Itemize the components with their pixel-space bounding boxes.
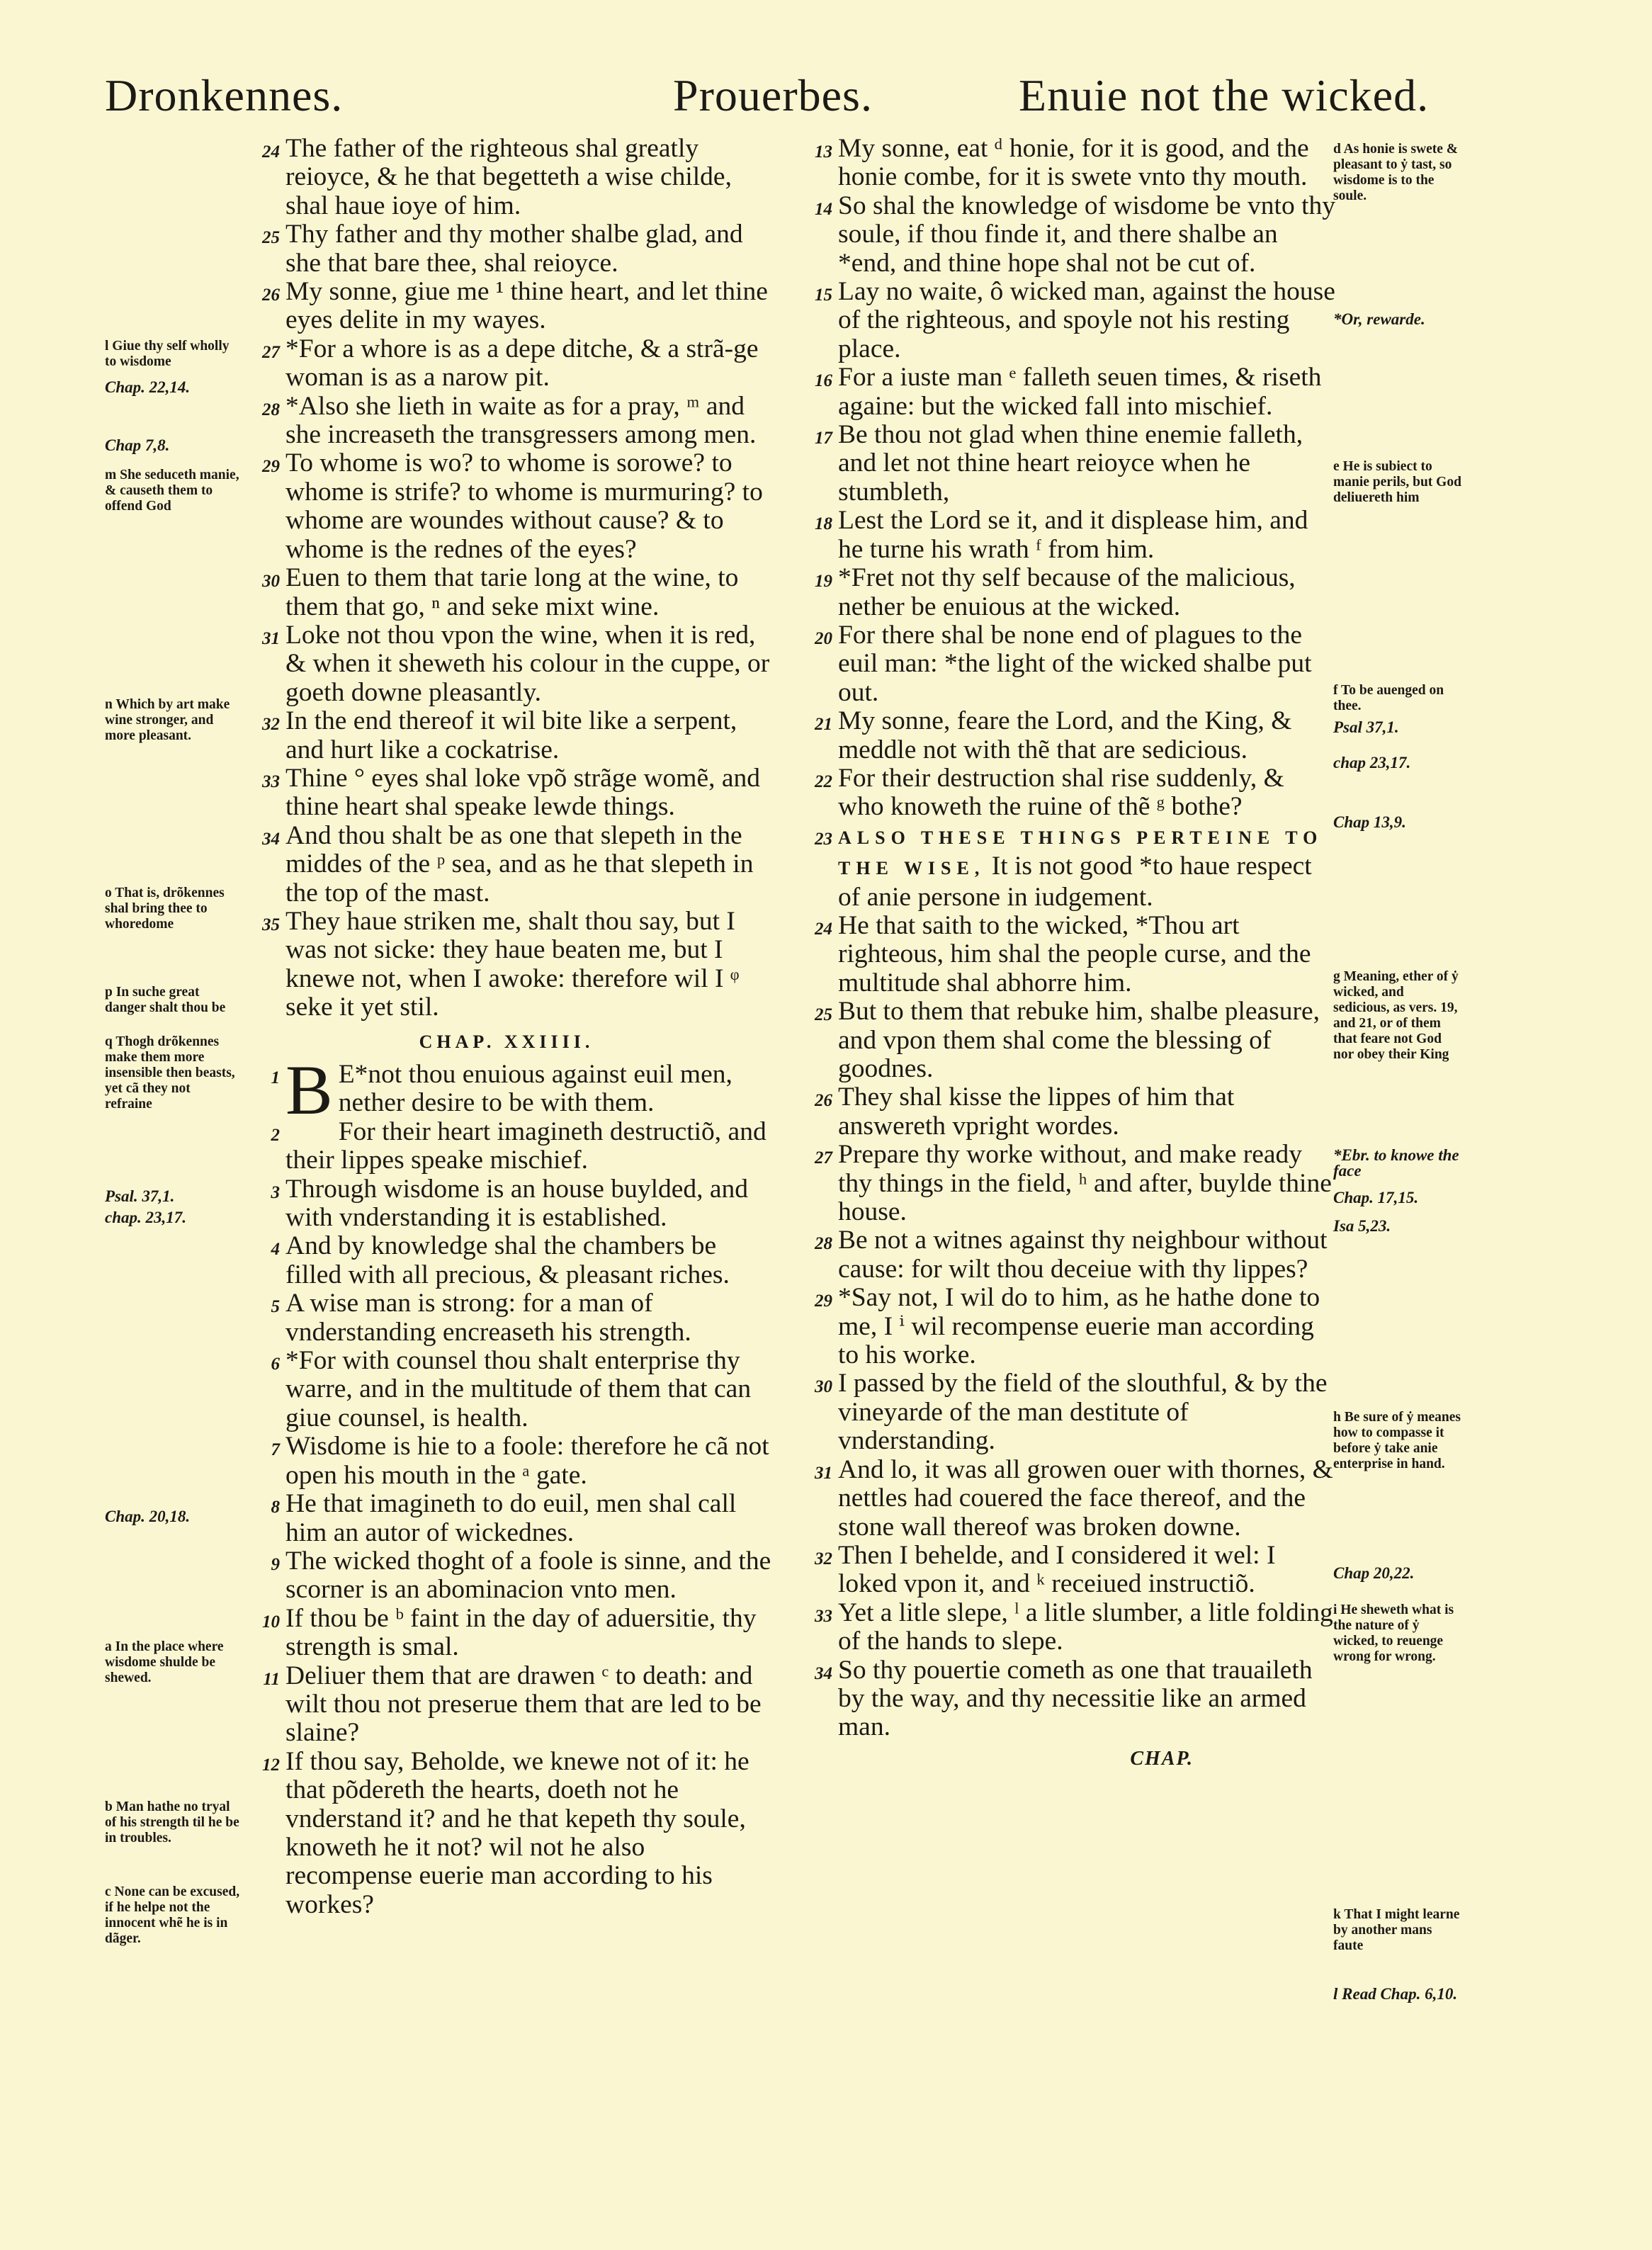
verse-text: *For with counsel thou shalt enterprise thy warre, and in the multitude of them that can giue counsel, is health. (285, 1346, 752, 1432)
verse (790, 764, 1335, 822)
verse (790, 1599, 1335, 1656)
margin-note: m She seduceth manie, & causeth them to offend God (105, 468, 239, 514)
verse-text: So thy pouertie cometh as one that trauaileth by the way, and thy necessitie like an armed man. (838, 1655, 1313, 1742)
verse-text: If thou say, Beholde, we knewe not of it: he that põdereth the hearts, doeth not he vnderstand it? and he that kepeth thy soule, knoweth he it not? wil not he also recompense euerie man according to his workes? (285, 1746, 749, 1919)
verse (237, 1662, 776, 1748)
verse-number: 7 (271, 1440, 280, 1460)
verse-number: 28 (815, 1234, 832, 1254)
verse-number: 23 (815, 829, 832, 849)
verse (237, 335, 776, 392)
margin-ref: Psal. 37,1. (105, 1187, 175, 1205)
verse-number: 30 (815, 1377, 832, 1397)
verse-number: 31 (262, 628, 280, 648)
verse-text: In the end thereof it wil bite like a serpent, and hurt like a cockatrise. (285, 706, 737, 764)
verse-text: My sonne, giue me ¹ thine heart, and let thine eyes delite in my wayes. (285, 277, 768, 335)
left-column (237, 135, 776, 1919)
verse (237, 1051, 776, 1129)
verse (790, 1542, 1335, 1599)
verse-text: *For a whore is as a depe ditche, & a strã-ge woman is as a narow pit. (285, 334, 759, 392)
verse-text: The father of the righteous shal greatly reioyce, & he that begetteth a wise childe, shal haue ioye of him. (285, 134, 732, 220)
verse-number: 35 (262, 915, 280, 934)
verse-text: Be not a witnes against thy neighbour without cause: for wilt thou deceiue with thy lippes? (838, 1226, 1328, 1284)
verse-text: And thou shalt be as one that slepeth in the middes of the ᵖ sea, and as he that slepeth in the top of the mast. (285, 820, 754, 908)
verse (237, 1605, 776, 1662)
verse (790, 707, 1335, 764)
right-column (790, 135, 1335, 1773)
verse-text: Loke not thou vpon the wine, when it is red, & when it sheweth his colour in the cuppe, or goeth downe pleasantly. (285, 620, 770, 707)
verse-text: Deliuer them that are drawen ᶜ to death: and wilt thou not preserue them that are led to be slaine? (285, 1661, 762, 1748)
verse-number: 27 (815, 1148, 832, 1168)
verse-number: 25 (262, 228, 280, 248)
verse-text (838, 822, 1335, 912)
verse (790, 1369, 1335, 1455)
verse-number: 14 (815, 199, 832, 219)
verse-number: 29 (815, 1291, 832, 1311)
verse-text: He that saith to the wicked, *Thou art righteous, him shal the people curse, and the multitude shal abhorre him. (838, 910, 1311, 997)
margin-ref: chap. 23,17. (105, 1209, 186, 1226)
verse-text: For their heart imagineth destructiõ, and their lippes speake mischief. (285, 1116, 766, 1175)
verse-number: 25 (815, 1005, 832, 1025)
verse-text: Be thou not glad when thine enemie falleth, and let not thine heart reioyce when he stumbleth, (838, 420, 1303, 507)
verse-number: 34 (262, 829, 280, 849)
verse (237, 707, 776, 764)
verse (237, 1232, 776, 1289)
verse (237, 449, 776, 564)
margin-ref: *Ebr. to knowe the face (1333, 1146, 1459, 1180)
verse-text: To whome is wo? to whome is sorowe? to whome is strife? to whome is murmuring? to whome are woundes without cause? & to whome is the rednes of the eyes? (285, 448, 763, 564)
margin-ref: Isa 5,23. (1333, 1217, 1391, 1235)
verse-number: 1 (271, 1068, 280, 1087)
verse (237, 564, 776, 621)
margin-note: i He sheweth what is the nature of ẏ wicked, to reuenge wrong for wrong. (1333, 1602, 1454, 1664)
verse-number: 31 (815, 1463, 832, 1483)
verse-text: I passed by the field of the slouthful, & by the vineyarde of the man destitute of vnderstanding. (838, 1369, 1328, 1456)
verse (790, 1284, 1335, 1369)
verse-text: But to them that rebuke him, shalbe pleasure, and vpon them shal come the blessing of goodnes. (838, 997, 1320, 1083)
verse-number: 4 (271, 1240, 280, 1260)
verse-number: 26 (262, 286, 280, 305)
verse (237, 908, 776, 1022)
chapter-heading: CHAP. XXIIII. (419, 1031, 594, 1052)
verse (790, 421, 1335, 507)
verse-text: The wicked thoght of a foole is sinne, and the scorner is an abominacion vnto men. (285, 1546, 771, 1605)
verse-text: My sonne, feare the Lord, and the King, & meddle not with thẽ that are sedicious. (838, 706, 1292, 764)
verse (790, 1456, 1335, 1542)
verse-number: 19 (815, 572, 832, 592)
verse (237, 278, 776, 335)
verse (237, 392, 776, 450)
verse-text: Thine ° eyes shal loke vpõ strãge womẽ, and thine heart shal speake lewde things. (285, 763, 761, 822)
verse-number: 15 (815, 286, 832, 305)
verse (790, 1141, 1335, 1226)
verse-number: 24 (815, 919, 832, 939)
verse-number: 33 (262, 771, 280, 791)
verse-text: For their destruction shal rise suddenly, & who knoweth the ruine of thẽ ᵍ bothe? (838, 763, 1284, 822)
verse-number: 6 (271, 1355, 280, 1374)
verse-text: A wise man is strong: for a man of vnderstanding encreaseth his strength. (285, 1289, 691, 1347)
verse-text: So shal the knowledge of wisdome be vnto thy soule, if thou finde it, and there shalbe an *end, and thine hope shal not be cut of. (838, 191, 1335, 278)
verse-number: 21 (815, 715, 832, 735)
verse (790, 135, 1335, 192)
verse (790, 1226, 1335, 1284)
verse-23-caps: ALSO THESE THINGS PERTEINE TO THE WISE, (838, 827, 1323, 879)
verse-text: Yet a litle slepe, ˡ a litle slumber, a litle folding of the hands to slepe. (838, 1598, 1333, 1656)
verse-number: 30 (262, 572, 280, 592)
verse-text: E*not thou enuious against euil men, nether desire to be with them. (338, 1060, 732, 1118)
verse (790, 621, 1335, 707)
catchword: CHAP. (1130, 1747, 1194, 1770)
verse (237, 1748, 776, 1919)
verse-text: Wisdome is hie to a foole: therefore he cã not open his mouth in the ᵃ gate. (285, 1432, 769, 1490)
verse-number: 16 (815, 371, 832, 391)
verse-23-rest: It is not good *to haue respect of anie persone in iudgement. (838, 852, 1312, 912)
verse (237, 764, 776, 822)
verse (237, 1547, 776, 1605)
verse-number: 29 (262, 457, 280, 477)
margin-note: a In the place where wisdome shulde be shewed. (105, 1639, 224, 1685)
verse (237, 135, 776, 220)
verse (790, 363, 1335, 421)
margin-ref: Chap 7,8. (105, 436, 170, 454)
verse-number: 18 (815, 514, 832, 534)
verse (237, 220, 776, 278)
margin-ref: Chap. 22,14. (105, 378, 191, 396)
verse-text: And lo, it was all growen ouer with thornes, & nettles had couered the face thereof, and the stone wall thereof was broken downe. (838, 1454, 1333, 1542)
verse-number: 12 (262, 1755, 280, 1775)
verse-number: 28 (262, 400, 280, 419)
verse (237, 621, 776, 707)
verse-text: If thou be ᵇ faint in the day of aduersitie, thy strength is smal. (285, 1603, 757, 1662)
margin-ref: Chap. 17,15. (1333, 1189, 1419, 1206)
margin-note: g Meaning, ether of ẏ wicked, and sedicious, as vers. 19, and 21, or of them that feare not God nor obey their King (1333, 969, 1459, 1062)
margin-ref: Psal 37,1. (1333, 718, 1399, 736)
verse-text: *Also she lieth in waite as for a pray, ᵐ and she increaseth the transgressers among men. (285, 391, 757, 450)
verse (790, 1656, 1335, 1742)
verse-number: 5 (271, 1297, 280, 1317)
margin-note: f To be auenged on thee. (1333, 683, 1444, 713)
margin-note: d As honie is swete & pleasant to ẏ tast, so wisdome is to the soule. (1333, 142, 1459, 203)
margin-ref: Chap 13,9. (1333, 813, 1406, 831)
verse (237, 1347, 776, 1432)
verse-text: Lest the Lord se it, and it displease him, and he turne his wrath ᶠ from him. (838, 506, 1308, 564)
verse-number: 2 (271, 1125, 280, 1145)
verse-text: Through wisdome is an house buylded, and with vnderstanding it is established. (285, 1174, 749, 1233)
verse-number: 34 (815, 1663, 832, 1683)
verse (237, 1490, 776, 1547)
running-head-right: Enuie not the wicked. (1019, 70, 1430, 120)
margin-ref: Chap 20,22. (1333, 1564, 1415, 1582)
margin-note: o That is, drõkennes shal bring thee to whoredome (105, 886, 225, 932)
margin-note: c None can be excused, if he helpe not the innocent whẽ he is in dãger. (105, 1884, 240, 1946)
verse-text: Thy father and thy mother shalbe glad, and she that bare thee, shal reioyce. (285, 220, 743, 278)
margin-ref: *Or, rewarde. (1333, 310, 1425, 328)
verse-text: And by knowledge shal the chambers be filled with all precious, & pleasant riches. (285, 1231, 730, 1289)
verse-number: 33 (815, 1606, 832, 1626)
verse (790, 822, 1335, 912)
margin-note: b Man hathe no tryal of his strength til he be in troubles. (105, 1799, 239, 1845)
verse-number: 24 (262, 142, 280, 162)
verse-text: He that imagineth to do euil, men shal call him an autor of wickednes. (285, 1489, 737, 1547)
verse-text: Then I behelde, and I considered it wel: I loked vpon it, and ᵏ receiued instructiõ. (838, 1540, 1276, 1599)
verse-text: For a iuste man ᵉ falleth seuen times, & riseth againe: but the wicked fall into mischief. (838, 363, 1322, 421)
verse (790, 564, 1335, 621)
verse (790, 1083, 1335, 1141)
verse (790, 192, 1335, 278)
margin-note: k That I might learne by another mans faute (1333, 1907, 1460, 1953)
verse (790, 997, 1335, 1083)
margin-ref: l Read Chap. 6,10. (1333, 1985, 1458, 2003)
margin-note: p In suche great danger shalt thou be (105, 985, 226, 1015)
margin-ref: chap 23,17. (1333, 754, 1411, 771)
verse (790, 507, 1335, 564)
verse-text: They shal kisse the lippes of him that answereth vpright wordes. (838, 1082, 1235, 1141)
verse-text: Euen to them that tarie long at the wine, to them that go, ⁿ and seke mixt wine. (285, 563, 739, 621)
verse-number: 32 (262, 715, 280, 735)
margin-note: q Thogh drõkennes make them more insensible then beasts, yet cã they not refraine (105, 1034, 235, 1112)
verse-text: My sonne, eat ᵈ honie, for it is good, and the honie combe, for it is swete vnto thy mouth. (838, 134, 1309, 192)
verse-number: 32 (815, 1549, 832, 1568)
verse (237, 1175, 776, 1233)
verse (237, 1118, 776, 1175)
verse-number: 27 (262, 342, 280, 362)
margin-note: e He is subiect to manie perils, but God deliuereth him (1333, 459, 1461, 505)
verse-number: 10 (262, 1612, 280, 1632)
margin-note: l Giue thy self wholly to wisdome (105, 339, 230, 369)
verse-number: 3 (271, 1182, 280, 1202)
margin-note: h Be sure of ẏ meanes how to compasse it before ẏ take anie enterprise in hand. (1333, 1410, 1461, 1471)
verse-number: 9 (271, 1554, 280, 1574)
verse-number: 17 (815, 429, 832, 448)
verse-text: *Fret not thy self because of the malicious, nether be enuious at the wicked. (838, 563, 1296, 621)
verse (237, 1289, 776, 1347)
margin-ref: Chap. 20,18. (105, 1508, 191, 1525)
verse (237, 822, 776, 908)
verse (790, 912, 1335, 997)
running-head-center: Prouerbes. (673, 70, 873, 120)
verse-text: Lay no waite, ô wicked man, against the house of the righteous, and spoyle not his resting place. (838, 277, 1335, 363)
drop-cap-b: B (285, 1051, 333, 1129)
verse-number: 22 (815, 771, 832, 791)
verse-number: 20 (815, 628, 832, 648)
margin-note: n Which by art make wine stronger, and more pleasant. (105, 697, 230, 743)
running-head-left: Dronkennes. (105, 70, 344, 120)
verse-number: 11 (263, 1669, 280, 1689)
verse-text: They haue striken me, shalt thou say, but I was not sicke: they haue beaten me, but I knewe not, when I awoke: therefore wil I ᵠ seke it yet stil. (285, 906, 740, 1022)
verse-text: Prepare thy worke without, and make ready thy things in the field, ʰ and after, buylde thine house. (838, 1140, 1332, 1227)
verse-number: 13 (815, 142, 832, 162)
verse-text: For there shal be none end of plagues to the euil man: *the light of the wicked shalbe put out. (838, 620, 1312, 707)
verse-text: *Say not, I wil do to him, as he hathe done to me, I ⁱ wil recompense euerie man according to his worke. (838, 1283, 1320, 1370)
verse-number: 26 (815, 1091, 832, 1111)
verse (790, 278, 1335, 363)
verse-number: 8 (271, 1498, 280, 1517)
verse (237, 1432, 776, 1490)
